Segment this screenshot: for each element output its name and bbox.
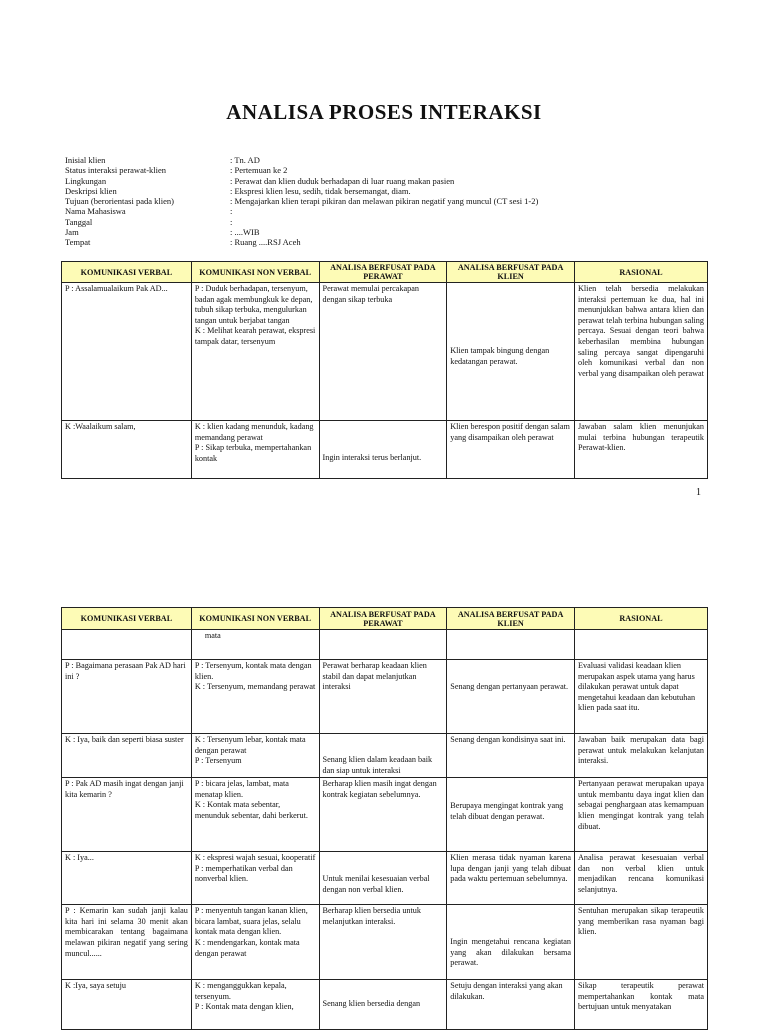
cell-rationale: Jawaban baik merupakan data bagi perawat untuk melakukan kelanjutan interaksi.	[574, 734, 707, 778]
cell-analysis-client	[447, 905, 575, 980]
interaction-table-page-1	[61, 261, 708, 479]
meta-value: :	[230, 216, 233, 227]
header-analysis-client: ANALISA BERFUSAT PADA KLIEN	[447, 608, 575, 630]
cell-analysis-nurse	[319, 421, 447, 479]
table-row	[62, 905, 708, 980]
nonverbal-part: K : mendengarkan, kontak mata dengan perawat	[194, 937, 300, 958]
header-verbal: KOMUNIKASI VERBAL	[62, 262, 192, 283]
cell-verbal: P : Pak AD masih ingat dengan janji kita kemarin ?	[62, 778, 192, 852]
cell-analysis-client	[447, 660, 575, 734]
meta-row	[65, 176, 725, 186]
table-row	[62, 630, 708, 660]
client-analysis-text: Ingin mengetahui rencana kegiatan yang akan dilakukan bersama perawat.	[450, 937, 571, 968]
meta-label: Nama Mahasiswa	[65, 206, 126, 217]
cell-nonverbal	[191, 660, 319, 734]
cell-verbal: K :Iya, saya setuju	[62, 980, 192, 1030]
nonverbal-part: P : Tersenyum, kontak mata dengan klien.	[194, 661, 312, 681]
interaction-table-page-2	[61, 607, 708, 1030]
cell-analysis-client: Setuju dengan interaksi yang akan dilakukan.	[447, 980, 575, 1030]
meta-value: :	[230, 206, 233, 217]
header-analysis-nurse: ANALISA BERFUSAT PADA PERAWAT	[319, 262, 447, 283]
nonverbal-part: P : Tersenyum	[194, 756, 242, 766]
cell-verbal: K : Iya...	[62, 852, 192, 905]
nonverbal-part: K : Kontak mata sebentar, menunduk sebentar, dahi berkerut.	[194, 800, 308, 820]
client-analysis-text: Berupaya mengingat kontrak yang telah dibuat dengan perawat.	[450, 801, 564, 821]
cell-verbal: K :Waalaikum salam,	[62, 421, 192, 479]
nonverbal-part: mata	[204, 631, 221, 640]
nonverbal-part: K : menganggukkan kepala, tersenyum.	[194, 981, 287, 1001]
cell-rationale: Analisa perawat kesesuaian verbal dan non verbal klien untuk menjadikan rencana komunikasi selanjutnya.	[574, 852, 707, 905]
meta-value: : Perawat dan klien duduk berhadapan di luar ruang makan pasien	[230, 175, 455, 186]
meta-value: : Ekspresi klien lesu, sedih, tidak bersemangat, diam.	[230, 185, 411, 196]
cell-rationale: Sikap terapeutik perawat mempertahankan kontak mata bertujuan untuk menyatakan	[574, 980, 707, 1030]
nonverbal-part: K : Melihat kearah perawat, ekspresi tampak datar, tersenyum	[194, 326, 316, 346]
meta-value: : Ruang ....RSJ Aceh	[230, 237, 301, 248]
spacer	[450, 284, 571, 346]
table-header-row	[62, 608, 708, 630]
cell-analysis-nurse	[319, 734, 447, 778]
meta-label: Status interaksi perawat-klien	[65, 165, 167, 176]
meta-row	[65, 155, 725, 165]
nonverbal-part: P : memperhatikan verbal dan nonverbal klien.	[194, 863, 293, 884]
meta-row	[65, 196, 725, 206]
table-row	[62, 852, 708, 905]
nonverbal-part: P : Sikap terbuka, mempertahankan kontak	[194, 443, 312, 463]
meta-label: Tempat	[65, 237, 91, 248]
cell-analysis-nurse: Perawat berharap keadaan klien stabil dan dapat melanjutkan interaksi	[319, 660, 447, 734]
meta-label: Tanggal	[65, 216, 93, 227]
meta-value: : Pertemuan ke 2	[230, 165, 288, 176]
cell-nonverbal	[191, 283, 319, 421]
meta-row	[65, 165, 725, 175]
table-row	[62, 660, 708, 734]
cell-analysis-client	[447, 630, 575, 660]
cell-verbal: P : Bagaimana perasaan Pak AD hari ini ?	[62, 660, 192, 734]
cell-rationale	[574, 630, 707, 660]
page-title: ANALISA PROSES INTERAKSI	[226, 100, 542, 124]
meta-label: Lingkungan	[65, 175, 107, 186]
cell-analysis-nurse	[319, 980, 447, 1030]
meta-row	[65, 206, 725, 216]
table-row	[62, 283, 708, 421]
header-analysis-client: ANALISA BERFUSAT PADA KLIEN	[447, 262, 575, 283]
header-nonverbal: KOMUNIKASI NON VERBAL	[191, 608, 319, 630]
header-analysis-nurse: ANALISA BERFUSAT PADA PERAWAT	[319, 608, 447, 630]
cell-rationale: Sentuhan merupakan sikap terapeutik yang memberikan rasa nyaman bagi klien.	[574, 905, 707, 980]
nurse-analysis-text: Ingin interaksi terus berlanjut.	[322, 453, 422, 462]
cell-nonverbal	[191, 630, 319, 660]
spacer	[450, 779, 571, 801]
cell-verbal: P : Assalamualaikum Pak AD...	[62, 283, 192, 421]
cell-analysis-client	[447, 778, 575, 852]
page-number: 1	[696, 487, 701, 498]
cell-nonverbal	[191, 905, 319, 980]
table-header-row	[62, 262, 708, 283]
spacer	[323, 981, 444, 999]
cell-nonverbal	[191, 980, 319, 1030]
table-row	[62, 421, 708, 479]
cell-analysis-client: Klien berespon positif dengan salam yang disampaikan oleh perawat	[447, 421, 575, 479]
header-rationale: RASIONAL	[574, 608, 707, 630]
meta-label: Inisial klien	[65, 155, 106, 165]
cell-nonverbal	[191, 778, 319, 852]
header-nonverbal: KOMUNIKASI NON VERBAL	[191, 262, 319, 283]
meta-label: Jam	[65, 227, 79, 238]
cell-analysis-nurse	[319, 630, 447, 660]
cell-verbal: P : Kemarin kan sudah janji kalau kita hari ini selama 30 menit akan membicarakan tentang bagaimana melawan pikiran negatif yang sering muncul......	[62, 905, 192, 980]
client-analysis-text: Klien tampak bingung dengan kedatangan perawat.	[450, 346, 550, 366]
cell-nonverbal	[191, 852, 319, 905]
meta-row	[65, 186, 725, 196]
cell-verbal	[62, 630, 192, 660]
table-row	[62, 734, 708, 778]
spacer	[323, 853, 444, 874]
cell-analysis-nurse: Berharap klien masih ingat dengan kontrak kegiatan sebelumnya.	[319, 778, 447, 852]
meta-row	[65, 217, 725, 227]
spacer	[450, 906, 571, 937]
cell-rationale: Evaluasi validasi keadaan klien merupakan aspek utama yang harus dilakukan perawat untuk dapat mengetahui keadaan dan kebutuhan klien pada saat itu.	[574, 660, 707, 734]
cell-nonverbal	[191, 421, 319, 479]
nonverbal-part: P : bicara jelas, lambat, mata menatap klien.	[194, 779, 289, 799]
meta-row	[65, 227, 725, 237]
meta-label: Deskripsi klien	[65, 185, 117, 196]
table-row	[62, 778, 708, 852]
nonverbal-part: K : ekspresi wajah sesuai, kooperatif	[194, 853, 316, 863]
meta-value: : Mengajarkan klien terapi pikiran dan melawan pikiran negatif yang muncul (CT sesi 1-2)	[230, 196, 539, 207]
nonverbal-part: K : Tersenyum, memandang perawat	[194, 682, 316, 692]
header-rationale: RASIONAL	[574, 262, 707, 283]
client-analysis-text: Senang dengan pertanyaan perawat.	[450, 682, 569, 691]
cell-analysis-nurse: Berharap klien bersedia untuk melanjutkan interaksi.	[319, 905, 447, 980]
nurse-analysis-text: Senang klien dalam keadaan baik dan siap untuk interaksi	[322, 755, 433, 775]
cell-analysis-client: Klien merasa tidak nyaman karena lupa dengan janji yang telah dibuat pada waktu pertemuan sebelumnya.	[447, 852, 575, 905]
spacer	[323, 735, 444, 755]
cell-analysis-client: Senang dengan kondisinya saat ini.	[447, 734, 575, 778]
meta-label: Tujuan (berorientasi pada klien)	[65, 196, 174, 207]
nonverbal-part: K : Tersenyum lebar, kontak mata dengan perawat	[194, 735, 306, 755]
header-verbal: KOMUNIKASI VERBAL	[62, 608, 192, 630]
meta-row	[65, 237, 725, 247]
nonverbal-part: P : menyentuh tangan kanan klien, bicara lambat, suara jelas, selalu kontak mata dengan klien.	[194, 906, 308, 937]
table-row	[62, 980, 708, 1030]
cell-analysis-nurse: Perawat memulai percakapan dengan sikap terbuka	[319, 283, 447, 421]
nurse-analysis-text: Senang klien bersedia dengan	[322, 999, 421, 1009]
client-info	[65, 155, 725, 248]
cell-rationale: Jawaban salam klien menunjukan mulai terbina hubungan terapeutik Perawat-klien.	[574, 421, 707, 479]
cell-rationale: Pertanyaan perawat merupakan upaya untuk membantu daya ingat klien dan sebagai penghargaan atas kemampuan klien mengingat kontrak yang telah dibuat.	[574, 778, 707, 852]
nonverbal-part: P : Duduk berhadapan, tersenyum, badan agak membungkuk ke depan, tubuh sikap terbuka, mengulurkan tangan untuk berjabat tangan	[194, 284, 313, 325]
meta-value: : Tn. AD	[230, 155, 260, 165]
cell-analysis-client	[447, 283, 575, 421]
cell-rationale: Klien telah bersedia melakukan interaksi pertemuan ke dua, hal ini menunjukkan bahwa antara klien dan perawat telah terbina hubungan saling percaya. Sesuai dengan teori bahwa keberhasilan membina hubungan saling percaya sangat dipengaruhi oleh komunikasi verbal dan non verbal yang disampaikan oleh perawat	[574, 283, 707, 421]
nonverbal-part: K : klien kadang menunduk, kadang memandang perawat	[194, 422, 314, 442]
nurse-analysis-text: Untuk menilai kesesuaian verbal dengan non verbal klien.	[322, 874, 430, 894]
cell-verbal: K : Iya, baik dan seperti biasa suster	[62, 734, 192, 778]
nonverbal-part: P : Kontak mata dengan klien,	[194, 1002, 294, 1012]
spacer	[323, 422, 444, 453]
spacer	[450, 661, 571, 682]
cell-nonverbal	[191, 734, 319, 778]
meta-value: : ....WIB	[230, 227, 260, 238]
cell-analysis-nurse	[319, 852, 447, 905]
